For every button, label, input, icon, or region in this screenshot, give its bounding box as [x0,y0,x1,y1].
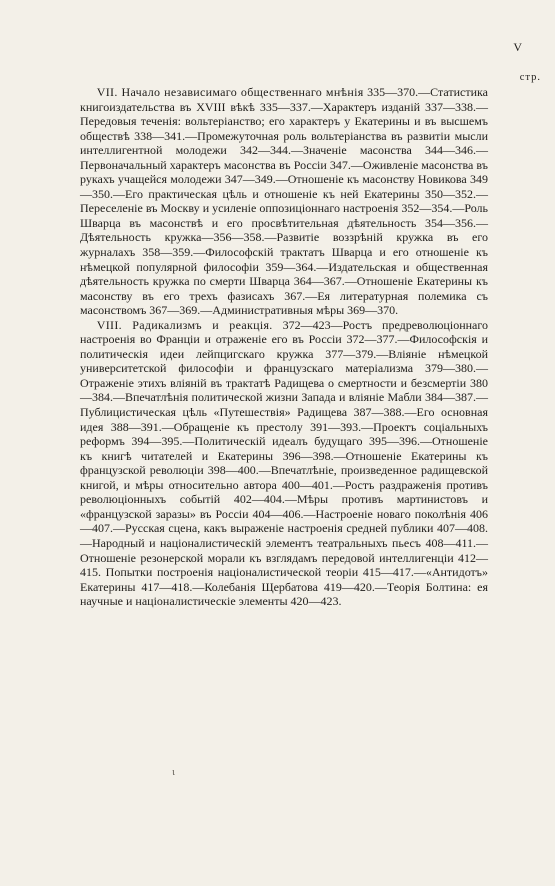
section-vii-body: 335—370.—Статистика книгоиздательства въ XVIII вѣкѣ 335—337.—Характеръ изданій 337—338.—Передовыя теченія: вольтеріанство; его характеръ у Екатерины и въ высшемъ обществѣ 338—341.—Промежуточная роль вольтеріанства въ развитіи мысли интеллигентной молодежи 342—344.—Значеніе масонства 344—346.—Первоначальный характеръ масонства въ Россіи 347.—Оживленіе масонства въ рукахъ учащейся молодежи 347—349.—Отношеніе къ масонству Новикова 349—350.—Его практическая цѣль и отношеніе къ ней Екатерины 350—352.—Переселеніе въ Москву и усиленіе оппозиціоннаго настроенія 352—354.—Роль Шварца въ масонствѣ и его просвѣтительная дѣятельность 354—356.—Дѣятельность кружка—356—358.—Развитіе воззрѣній кружка въ его журналахъ 358—359.—Философскій трактатъ Шварца и его отношеніе къ нѣмецкой популярной философіи 359—364.—Издательская и общественная дѣятельность кружка по смерти Шварца 364—367.—Отношеніе Екатерины къ масонству въ его трехъ фазисахъ 367.—Ея литературная полемика съ масонствомъ 367—369.—Административныя мѣры 369—370. [80,85,488,318]
section-vii [80,85,488,318]
section-viii-body: 372—423—Ростъ предреволюціоннаго настроенія во Франціи и отраженіе его въ Россіи 372—377.—Философскія и политическія идеи лейпцигскаго кружка 377—379.—Вліяніе нѣмецкой университетской философіи и французскаго матеріализма 379—380.—Отраженіе этихъ вліяній въ трактатѣ Радищева о смертности и безсмертіи 380—384.—Впечатлѣнія политической жизни Запада и вліяніе Мабли 384—387.—Публицистическая цѣль «Путешествія» Радищева 387—388.—Его основная идея 388—391.—Обращеніе къ престолу 391—393.—Проектъ соціальныхъ реформъ 394—395.—Политическій идеалъ будущаго 395—396.—Отношеніе къ книгѣ читателей и Екатерины 396—398.—Отношеніе Екатерины къ французской революціи 398—400.—Впечатлѣніе, произведенное радищевской книгой, и мѣры относительно автора 400—401.—Ростъ раздраженія противъ революціонныхъ событій 402—404.—Мѣры противъ мартинистовъ и «французской заразы» въ Россіи 404—406.—Настроеніе новаго поколѣнія 406—407.—Русская сцена, какъ выраженіе настроенія средней публики 407—408.—Народный и націоналистическій элементъ театральныхъ пьесъ 408—411.—Отношеніе резонерской морали къ взглядамъ передовой интеллигенціи 412—415. Попытки построенія націоналистической теоріи 415—417.—«Антидотъ» Екатерины 417—418.—Колебанія Щербатова 419—420.—Теорія Болтина: ея научные и націоналистическіе элементы 420—423. [80,317,488,609]
page-column-label: стр. [519,72,541,83]
print-mark: ι [172,766,175,778]
section-vii-heading: VII. Начало независимаго общественнаго мнѣнія [96,85,364,99]
page-number: V [513,40,523,54]
section-viii [80,318,488,609]
section-viii-heading: VIII. Радикализмъ и реакція. [96,317,273,332]
table-of-contents-text [80,85,488,609]
